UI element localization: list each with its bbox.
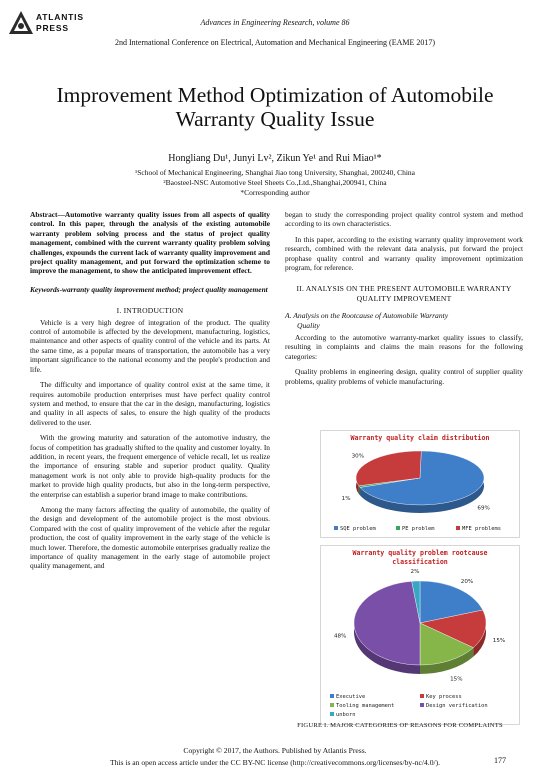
- logo-text-press: PRESS: [36, 23, 69, 33]
- section2-heading-line-2: QUALITY IMPROVEMENT: [356, 293, 452, 303]
- conference-line: 2nd International Conference on Electrical, Automation and Mechanical Engineering (EAME 2017): [114, 38, 436, 47]
- intro-paragraph-2: The difficulty and importance of quality control exist at the same time, it requires automobile production enterprises must have perfect quality control system and method, to ensure that the car in the design, manufacturing, logistics and quality in all aspects of sales, to ensure the high quality of the products delivered to the user.: [30, 380, 270, 427]
- legend-swatch: [330, 712, 334, 716]
- subsection-heading-a: [285, 311, 523, 330]
- chart-title: Warranty quality problem rootcause: [352, 549, 488, 557]
- legend-swatch: [334, 526, 338, 530]
- affiliation-1: ¹School of Mechanical Engineering, Shanghai Jiao tong University, Shanghai, 200240, China: [134, 168, 416, 177]
- legend-swatch: [456, 526, 460, 530]
- legend-label: SQE problem: [340, 526, 376, 532]
- pie-chart-claim-distribution: [320, 430, 520, 538]
- affiliation-2: ²Baosteel-NSC Automotive Steel Sheets Co.,Ltd.,Shanghai,200941, China: [163, 178, 387, 187]
- author-list: Hongliang Du¹, Junyi Lv², Zikun Ye¹ and Rui Miao¹*: [168, 153, 382, 164]
- left-column: [30, 210, 270, 571]
- paper-title: [40, 83, 510, 131]
- right-paragraph-1: began to study the corresponding project quality control system and method according to its own characteristics.: [285, 210, 523, 229]
- pie-slice-label: 48%: [333, 633, 347, 640]
- pie-chart-rootcause-classification: [320, 545, 520, 725]
- right-paragraph-4: Quality problems in engineering design, quality control of supplier quality problems, quality problems of vehicle manufacturing.: [285, 367, 523, 386]
- legend-label: MFE problems: [462, 526, 501, 532]
- pie-slice-label: 30%: [351, 453, 365, 460]
- right-column: [285, 210, 523, 386]
- section-heading-introduction: I. INTRODUCTION: [116, 306, 184, 316]
- legend-label: Design verification: [426, 703, 488, 709]
- subsection-a-line-2: Quality: [297, 320, 320, 330]
- legend-label: PE problem: [402, 526, 435, 532]
- chart-title: Warranty quality claim distribution: [350, 434, 490, 442]
- legend-swatch: [420, 694, 424, 698]
- legend-swatch: [330, 694, 334, 698]
- title-line-1: Improvement Method Optimization of Automobile: [56, 83, 494, 107]
- right-paragraph-2: In this paper, according to the existing warranty quality improvement work research, combined with the relevant data analysis, put forward the project prophase quality control and warranty quality improvement optimization program, for reference.: [285, 234, 523, 273]
- subsection-a-line-1: A. Analysis on the Rootcause of Automobile Warranty: [285, 311, 449, 321]
- legend-label: Tooling management: [336, 703, 395, 709]
- intro-paragraph-1: Vehicle is a very high degree of integration of the product. The quality control of automobile is affected by the development, manufacturing, logistics, maintenance and other aspects of quality control of the vehicle and its parts. At the same time, as a popular means of transportation, the automobile has a very important significance to the national economy and the people's production and life.: [30, 317, 270, 374]
- legend-label: unborn: [336, 712, 356, 718]
- chart-title: classification: [392, 558, 448, 566]
- pie-slice-label: 15%: [450, 676, 463, 683]
- pie-slice-label: 1%: [341, 495, 351, 502]
- journal-line: Advances in Engineering Research, volume 86: [200, 18, 350, 27]
- title-line-2: Warranty Quality Issue: [175, 107, 375, 131]
- abstract: Abstract—Automotive warranty quality issues from all aspects of quality control. In this paper, through the analysis of the existing automobile warranty problem solving process and the status of project quality management, combined with the current warranty quality problem solving challenges, expounds the current lack of warranty quality improvement and project quality management, and put forward the optimization scheme to improve the management, to show the anticipated improvement effect.: [30, 210, 270, 276]
- footer-license: This is an open access article under the CC BY-NC license (http://creativecommons.org/licenses/by-nc/4.0/).: [109, 758, 441, 767]
- figure-charts: [320, 430, 520, 730]
- page-number: 177: [494, 756, 506, 765]
- pie-slice-label: 2%: [410, 569, 420, 576]
- keywords: Keywords-warranty quality improvement method; project quality management: [30, 284, 268, 294]
- logo-text-atlantis: ATLANTIS: [36, 12, 84, 22]
- legend-swatch: [330, 703, 334, 707]
- legend-swatch: [396, 526, 400, 530]
- intro-paragraph-3: With the growing maturity and saturation of the automotive industry, the focus of competition has gradually shifted to the quality and customer loyalty. In addition, in recent years, the frequent emergence of vehicle recall, let us realize the importance of ensuring stable and superior product quality. Quality management work is not only able to provide high-quality products for the market to provide high quality products, but also in the long-term perspective, the enterprise can establish a superior brand image to make contributions.: [30, 433, 270, 499]
- footer-copyright: Copyright © 2017, the Authors. Published by Atlantis Press.: [183, 746, 367, 755]
- legend-label: Executive: [336, 694, 366, 700]
- pie-slice-label: 20%: [460, 578, 474, 585]
- corresponding-author: *Corresponding author: [240, 188, 310, 197]
- section-heading-analysis: [285, 284, 523, 303]
- legend-label: Key process: [426, 694, 462, 700]
- section2-heading-line-1: II. ANALYSIS ON THE PRESENT AUTOMOBILE WARRANTY: [296, 284, 512, 294]
- pie-slice-label: 15%: [492, 638, 506, 645]
- figure-caption: FIGURE I. MAJOR CATEGORIES OF REASONS FOR COMPLAINTS: [297, 722, 503, 729]
- right-paragraph-3: According to the automotive warranty-market quality issues to classify, resulting in complaints and claims the main reasons for the following categories:: [285, 333, 523, 361]
- legend-swatch: [420, 703, 424, 707]
- pie-slice-label: 69%: [477, 505, 490, 512]
- intro-paragraph-4: Among the many factors affecting the quality of automobile, the quality of the design and development of the automobile project is the most obvious. Compared with the cost of quality improvement of the vehicle after the regular production, the cost of quality improvement in the early stage of the vehicle is much lower. Therefore, the domestic automobile enterprises gradually realize the importance of quality management in the early stage of automobile project quality management, and: [30, 504, 270, 571]
